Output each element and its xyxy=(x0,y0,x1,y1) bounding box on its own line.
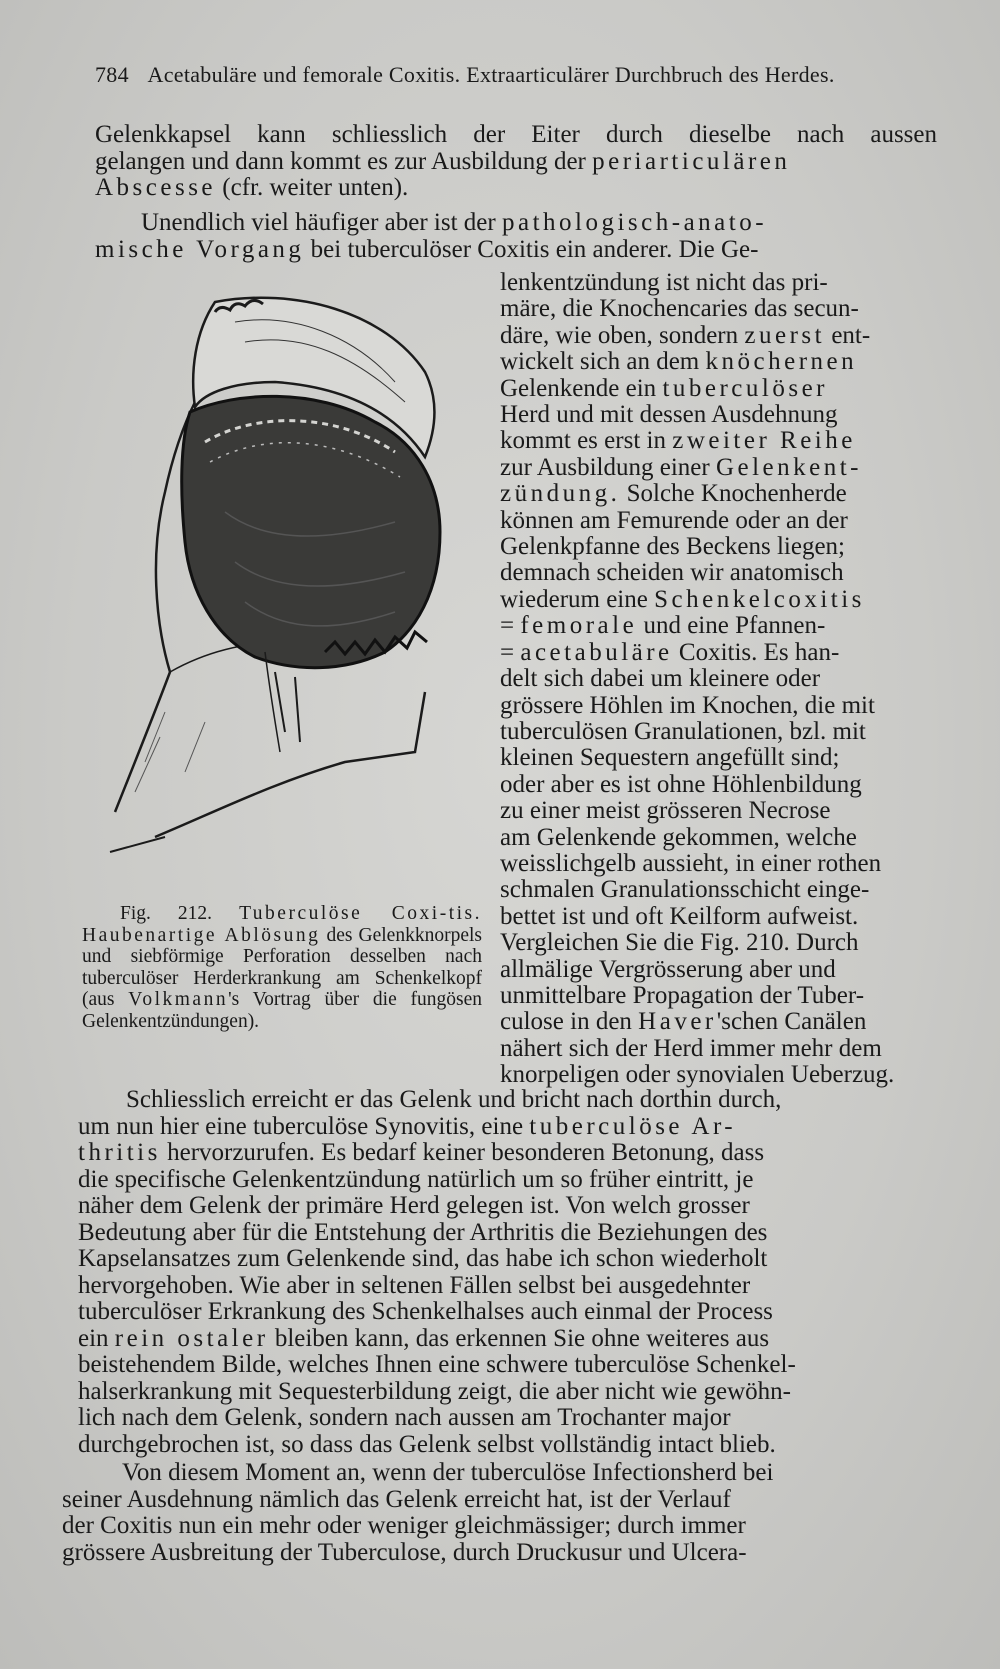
text-line: um nun hier eine tuberculöse Synovitis, eine tuberculöse Ar- xyxy=(78,1112,737,1140)
text-line: durchgebrochen ist, so dass das Gelenk selbst vollständig intact blieb. xyxy=(78,1430,776,1458)
text-line: delt sich dabei um kleinere oder xyxy=(500,665,821,693)
text-line: knorpeligen oder synovialen Ueberzug. xyxy=(500,1061,895,1089)
text-line xyxy=(95,149,937,176)
page-number: 784 xyxy=(95,62,129,87)
text-line: = femorale und eine Pfannen- xyxy=(500,612,826,640)
text-line: zur Ausbildung einer Gelenkent- xyxy=(500,453,862,481)
caption-text: des Gelenkknorpels und siebförmige Perforation desselben nach tuberculöser Herderkrankung am Schenkelkopf (aus xyxy=(82,924,482,1010)
emphasis-text: thritis xyxy=(78,1139,161,1166)
text-line: lich nach dem Gelenk, sondern nach aussen am Trochanter major xyxy=(78,1404,731,1431)
emphasis-text: zuerst xyxy=(744,321,826,349)
caption-author: Volkmann xyxy=(128,989,229,1010)
emphasis-text: acetabuläre xyxy=(520,638,673,666)
text-line: unmittelbare Propagation der Tuber- xyxy=(500,981,865,1009)
text-line: kommt es erst in zweiter Reihe xyxy=(500,427,856,455)
text-line: Von diesem Moment an, wenn der tuberculöse Infectionsherd bei xyxy=(122,1459,774,1486)
text-line: wiederum eine Schenkelcoxitis xyxy=(500,585,865,613)
emphasis-text: pathologisch-anato- xyxy=(501,209,768,236)
text-line: märe, die Knochencaries das secun- xyxy=(500,295,859,323)
text-line: können am Femurende oder an der xyxy=(500,506,848,534)
caption-title: Tuberculöse Coxi-tis. Haubenartige Ablösung xyxy=(82,903,483,946)
text-line: oder aber es ist ohne Höhlenbildung xyxy=(500,770,862,798)
emphasis-text: periarticulären xyxy=(592,147,791,175)
text-line xyxy=(95,210,937,237)
text-line: beistehendem Bilde, welches Ihnen eine schwere tuberculöse Schenkel- xyxy=(78,1351,796,1378)
text-span: bei tuberculöser Coxitis ein anderer. Die Ge- xyxy=(310,235,759,263)
emphasis-text: zweiter Reihe xyxy=(672,427,856,455)
text-line xyxy=(95,237,937,264)
figure-drawing xyxy=(95,292,495,892)
text-line: Vergleichen Sie die Fig. 210. Durch xyxy=(500,929,859,957)
text-line: tuberculösen Granulationen, bzl. mit xyxy=(500,717,866,745)
emphasis-text: mische Vorgang xyxy=(95,235,305,263)
text-line: Gelenkkapsel kann schliesslich der Eiter durch dieselbe nach aussen xyxy=(95,121,937,148)
text-line: = acetabuläre Coxitis. Es han- xyxy=(500,638,840,666)
emphasis-text: tuberculöse Ar- xyxy=(529,1112,737,1140)
paragraph-4 xyxy=(62,1460,920,1566)
femoral-head-illustration xyxy=(95,292,495,892)
text-line: seiner Ausdehnung nämlich das Gelenk erreicht hat, ist der Verlauf xyxy=(62,1485,731,1513)
text-line: tuberculöser Erkrankung des Schenkelhalses auch einmal der Process xyxy=(78,1298,773,1325)
text-line: halserkrankung mit Sequesterbildung zeigt, die aber nicht wie gewöhn- xyxy=(78,1377,791,1405)
emphasis-text: Haver xyxy=(638,1008,717,1036)
text-line: grössere Ausbreitung der Tuberculose, durch Druckusur und Ulcera- xyxy=(62,1538,747,1566)
emphasis-text: tuberculöser xyxy=(662,374,828,402)
text-line: schmalen Granulationsschicht einge- xyxy=(500,876,870,904)
text-line: thritis hervorzurufen. Es bedarf keiner besonderen Betonung, dass xyxy=(78,1139,765,1166)
text-line: die specifische Gelenkentzündung natürlich um so früher eintritt, je xyxy=(78,1165,754,1193)
caption-text: 's Vortrag über die fungösen Gelenkentzündungen). xyxy=(82,989,483,1032)
page-header xyxy=(95,62,935,88)
figure-number: Fig. 212. xyxy=(120,903,213,924)
emphasis-text: rein ostaler xyxy=(114,1324,269,1352)
text-line: näher dem Gelenk der primäre Herd gelegen ist. Von welch grosser xyxy=(78,1192,750,1219)
text-line: lenkentzündung ist nicht das pri- xyxy=(500,269,828,296)
emphasis-text: knöchernen xyxy=(705,348,858,376)
text-line: allmälige Vergrösserung aber und xyxy=(500,955,836,983)
text-line: culose in den Haver'schen Canälen xyxy=(500,1008,867,1036)
emphasis-text: Abscesse xyxy=(95,174,217,201)
text-line: Gelenkende ein tuberculöser xyxy=(500,374,828,402)
text-line: wickelt sich an dem knöchernen xyxy=(500,348,858,376)
text-line: demnach scheiden wir anatomisch xyxy=(500,559,844,587)
text-line: zündung. Solche Knochenherde xyxy=(500,480,847,508)
text-line: Bedeutung aber für die Entstehung der Arthritis die Beziehungen des xyxy=(78,1218,768,1246)
right-column-text xyxy=(500,270,937,1089)
emphasis-text: Schenkelcoxitis xyxy=(654,585,865,613)
emphasis-text: Gelenkent- xyxy=(715,453,862,481)
text-line: bettet ist und oft Keilform aufweist. xyxy=(500,902,859,930)
text-line: zu einer meist grösseren Necrose xyxy=(500,797,831,825)
paragraph-2 xyxy=(95,210,937,263)
text-span: gelangen und dann kommt es zur Ausbildung der xyxy=(95,147,586,175)
text-line xyxy=(95,175,937,202)
text-line: hervorgehoben. Wie aber in seltenen Fällen selbst bei ausgedehnter xyxy=(78,1271,751,1299)
text-line: Gelenkpfanne des Beckens liegen; xyxy=(500,533,846,561)
text-span: Unendlich viel häufiger aber ist der xyxy=(141,209,496,236)
text-line: grössere Höhlen im Knochen, die mit xyxy=(500,691,875,719)
text-line: der Coxitis nun ein mehr oder weniger gleichmässiger; durch immer xyxy=(62,1512,746,1539)
paragraph-3 xyxy=(78,1087,920,1458)
emphasis-text: femorale xyxy=(520,612,638,640)
text-line: Schliesslich erreicht er das Gelenk und bricht nach dorthin durch, xyxy=(126,1086,782,1113)
text-line: kleinen Sequestern angefüllt sind; xyxy=(500,744,840,772)
text-line: am Gelenkende gekommen, welche xyxy=(500,823,857,851)
text-line: Kapselansatzes zum Gelenkende sind, das habe ich schon wiederholt xyxy=(78,1245,768,1272)
text-line: Herd und mit dessen Ausdehnung xyxy=(500,401,838,429)
text-line: däre, wie oben, sondern zuerst ent- xyxy=(500,321,871,349)
text-line: ein rein ostaler bleiben kann, das erkennen Sie ohne weiteres aus xyxy=(78,1324,770,1352)
text-line: weisslichgelb aussieht, in einer rothen xyxy=(500,849,882,877)
emphasis-text: zündung. xyxy=(500,480,621,508)
text-line: nähert sich der Herd immer mehr dem xyxy=(500,1034,882,1062)
running-title: Acetabuläre und femorale Coxitis. Extraarticulärer Durchbruch des Herdes. xyxy=(147,62,835,87)
paragraph-1 xyxy=(95,122,937,202)
text-span: (cfr. weiter unten). xyxy=(222,174,409,201)
figure-caption xyxy=(82,903,482,1032)
